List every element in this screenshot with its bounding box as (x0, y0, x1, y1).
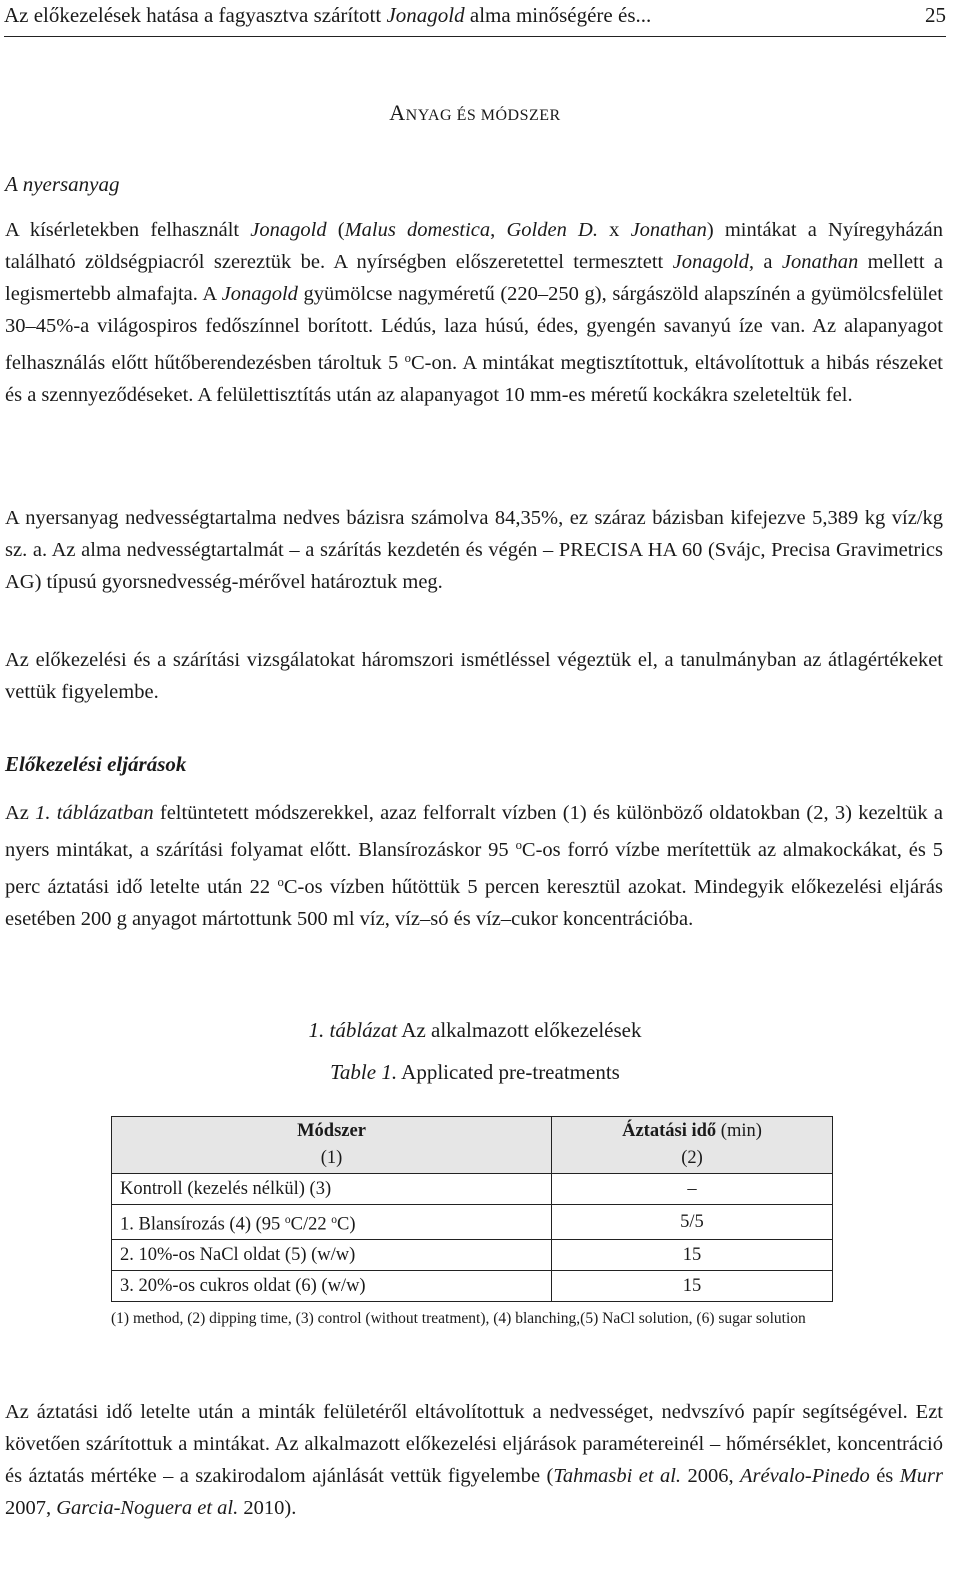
italic-run: Jonathan (781, 251, 859, 273)
text-run: C-on. A mintákat megtisztítottuk, eltávolítottuk a hibás részeket és a szennyeződéseket. A felülettisztítás után az alapanyagot 10 mm-es méretű kockákra szeleteltük fel. (5, 351, 943, 406)
paragraph-pretreatment (5, 797, 943, 935)
section-title-rest: NYAG ÉS MÓDSZER (405, 107, 561, 124)
table-row (112, 1174, 833, 1205)
degree-superscript: o (404, 351, 411, 365)
italic-run: Jonagold (250, 219, 327, 241)
paragraph-moisture: A nyersanyag nedvességtartalma nedves bázisra számolva 84,35%, ez száraz bázisban kifejezve 5,389 kg víz/kg sz. a. Az alma nedvességtartalmát – a szárítás kezdetén és végén – PRECISA HA 60 (Svájc, Precisa Gravimetrics AG) típusú gyorsnedvesség-mérővel határoztuk meg. (5, 507, 943, 593)
citation-author: Murr (899, 1465, 943, 1487)
text-run: gyümölcse nagyméretű (220–250 g), sárgászöld alapszínén a gyümölcsfelület 30–45%-a világospiros fedőszínnel borított. Lédús, laza húsú, édes, gyengén savanyú íze van. Az alapanyagot felhasználás előtt hűtőberendezésben tároltuk 5 (5, 283, 943, 374)
text-run: a (754, 251, 782, 273)
italic-run: Jonagold (221, 283, 298, 305)
page-number: 25 (925, 3, 946, 27)
header-label: Módszer (297, 1121, 366, 1141)
caption-label: 1. táblázat (308, 1018, 398, 1042)
table-row (112, 1240, 833, 1271)
text-run: 1. Blansírozás (4) (95 (120, 1214, 285, 1235)
table-row (112, 1271, 833, 1302)
paragraph-raw-material (5, 214, 943, 411)
running-head-text-end: alma minőségére és... (464, 3, 652, 27)
text-run: ) mintákat a Nyíregyházán található zöldségpiacról szereztük be. A nyírségben előszeretettel termesztett (5, 219, 944, 273)
table-caption-hu (0, 1016, 950, 1044)
paragraph-drying (5, 1396, 943, 1524)
table-header-time (552, 1117, 833, 1174)
section-title (0, 100, 950, 126)
time-cell: 15 (552, 1240, 833, 1271)
table-header-method (112, 1117, 552, 1174)
caption-text: Applicated pre-treatments (397, 1060, 620, 1084)
method-cell: 3. 20%-os cukros oldat (6) (w/w) (112, 1271, 552, 1302)
text-run: 2006, (681, 1465, 740, 1487)
text-run: feltüntetett módszerekkel, azaz felforralt vízben (1) és különböző oldatokban (2, 3) kezeltük a nyers mintákat, a szárítási folyamat előtt. Blansírozáskor 95 (5, 802, 943, 861)
method-cell (112, 1205, 552, 1240)
header-number: (2) (681, 1148, 703, 1168)
caption-label: Table 1. (330, 1060, 398, 1084)
citation-author: Arévalo-Pinedo (739, 1465, 870, 1487)
text-run: x (597, 219, 631, 241)
table-caption-en (0, 1058, 950, 1086)
subheading-raw-material: A nyersanyag (5, 172, 120, 196)
table-header-row (112, 1117, 833, 1174)
italic-run: Jonagold, (672, 251, 755, 273)
text-run: és (869, 1465, 900, 1487)
running-head-italic: Jonagold (386, 3, 465, 27)
method-cell: Kontroll (kezelés nélkül) (3) (112, 1174, 552, 1205)
text-run: 2007, (5, 1497, 57, 1519)
italic-run: Golden D. (506, 219, 598, 241)
section-title-initial: A (389, 100, 406, 125)
header-label: Áztatási idő (622, 1121, 717, 1141)
text-run: C-os vízben hűtöttük 5 percen keresztül azokat. Mindegyik előkezelési eljárás esetében 200 g anyagot mártottunk 500 ml víz, víz–só és víz–cukor koncentrációba. (5, 875, 943, 930)
time-cell: 15 (552, 1271, 833, 1302)
subheading-pretreatment: Előkezelési eljárások (5, 752, 187, 776)
caption-text: Az alkalmazott előkezelések (397, 1018, 642, 1042)
text-run: , (490, 219, 507, 241)
header-number: (1) (320, 1148, 343, 1168)
running-head (4, 2, 946, 37)
italic-run: Malus domestica (344, 219, 491, 241)
table-footnote: (1) method, (2) dipping time, (3) control (without treatment), (4) blanching,(5) NaCl solution, (6) sugar solution (111, 1310, 806, 1327)
text-run: A kísérletekben felhasznált (5, 219, 251, 241)
text-run: C) (337, 1214, 356, 1235)
degree-superscript: o (515, 838, 522, 852)
time-cell: 5/5 (552, 1205, 833, 1240)
text-run: Az áztatási idő letelte után a minták felületéről eltávolítottuk a nedvességet, nedvszívó papír segítségével. Ezt követően szárítottuk a mintákat. Az alkalmazott előkezelési eljárások paramétereinél – hőmérséklet, koncentráció és áztatás mértéke – a szakirodalom ajánlását vettük figyelembe ( (5, 1401, 943, 1487)
italic-run: 1. táblázatban (35, 802, 154, 824)
degree-superscript: o (284, 1214, 291, 1226)
text-run: mellett a legismertebb almafajta. A (5, 251, 943, 305)
text-run: C-os forró vízbe merítettük az almakockákat, és 5 perc áztatási idő letelte után 22 (5, 838, 943, 898)
text-run: ( (326, 219, 345, 241)
degree-superscript: o (331, 1214, 337, 1226)
running-head-title (4, 2, 651, 28)
citation-author: Tahmasbi et al. (553, 1465, 682, 1487)
method-cell: 2. 10%-os NaCl oldat (5) (w/w) (112, 1240, 552, 1271)
degree-superscript: o (277, 874, 284, 889)
text-run: 2010). (238, 1497, 297, 1519)
header-unit: (min) (716, 1121, 762, 1141)
italic-run: Jonathan (630, 219, 707, 241)
paragraph-repetition: Az előkezelési és a szárítási vizsgálatokat háromszori ismétléssel végeztük el, a tanulmányban az átlagértékeket vettük figyelembe. (5, 649, 943, 703)
text-run: Az (5, 802, 36, 824)
running-head-text: Az előkezelések hatása a fagyasztva szárított (4, 3, 387, 27)
table-row (112, 1205, 833, 1240)
text-run: C/22 (290, 1214, 332, 1235)
time-cell: – (552, 1174, 833, 1205)
pretreatment-table (111, 1116, 833, 1302)
citation-author: Garcia-Noguera et al. (56, 1497, 239, 1519)
